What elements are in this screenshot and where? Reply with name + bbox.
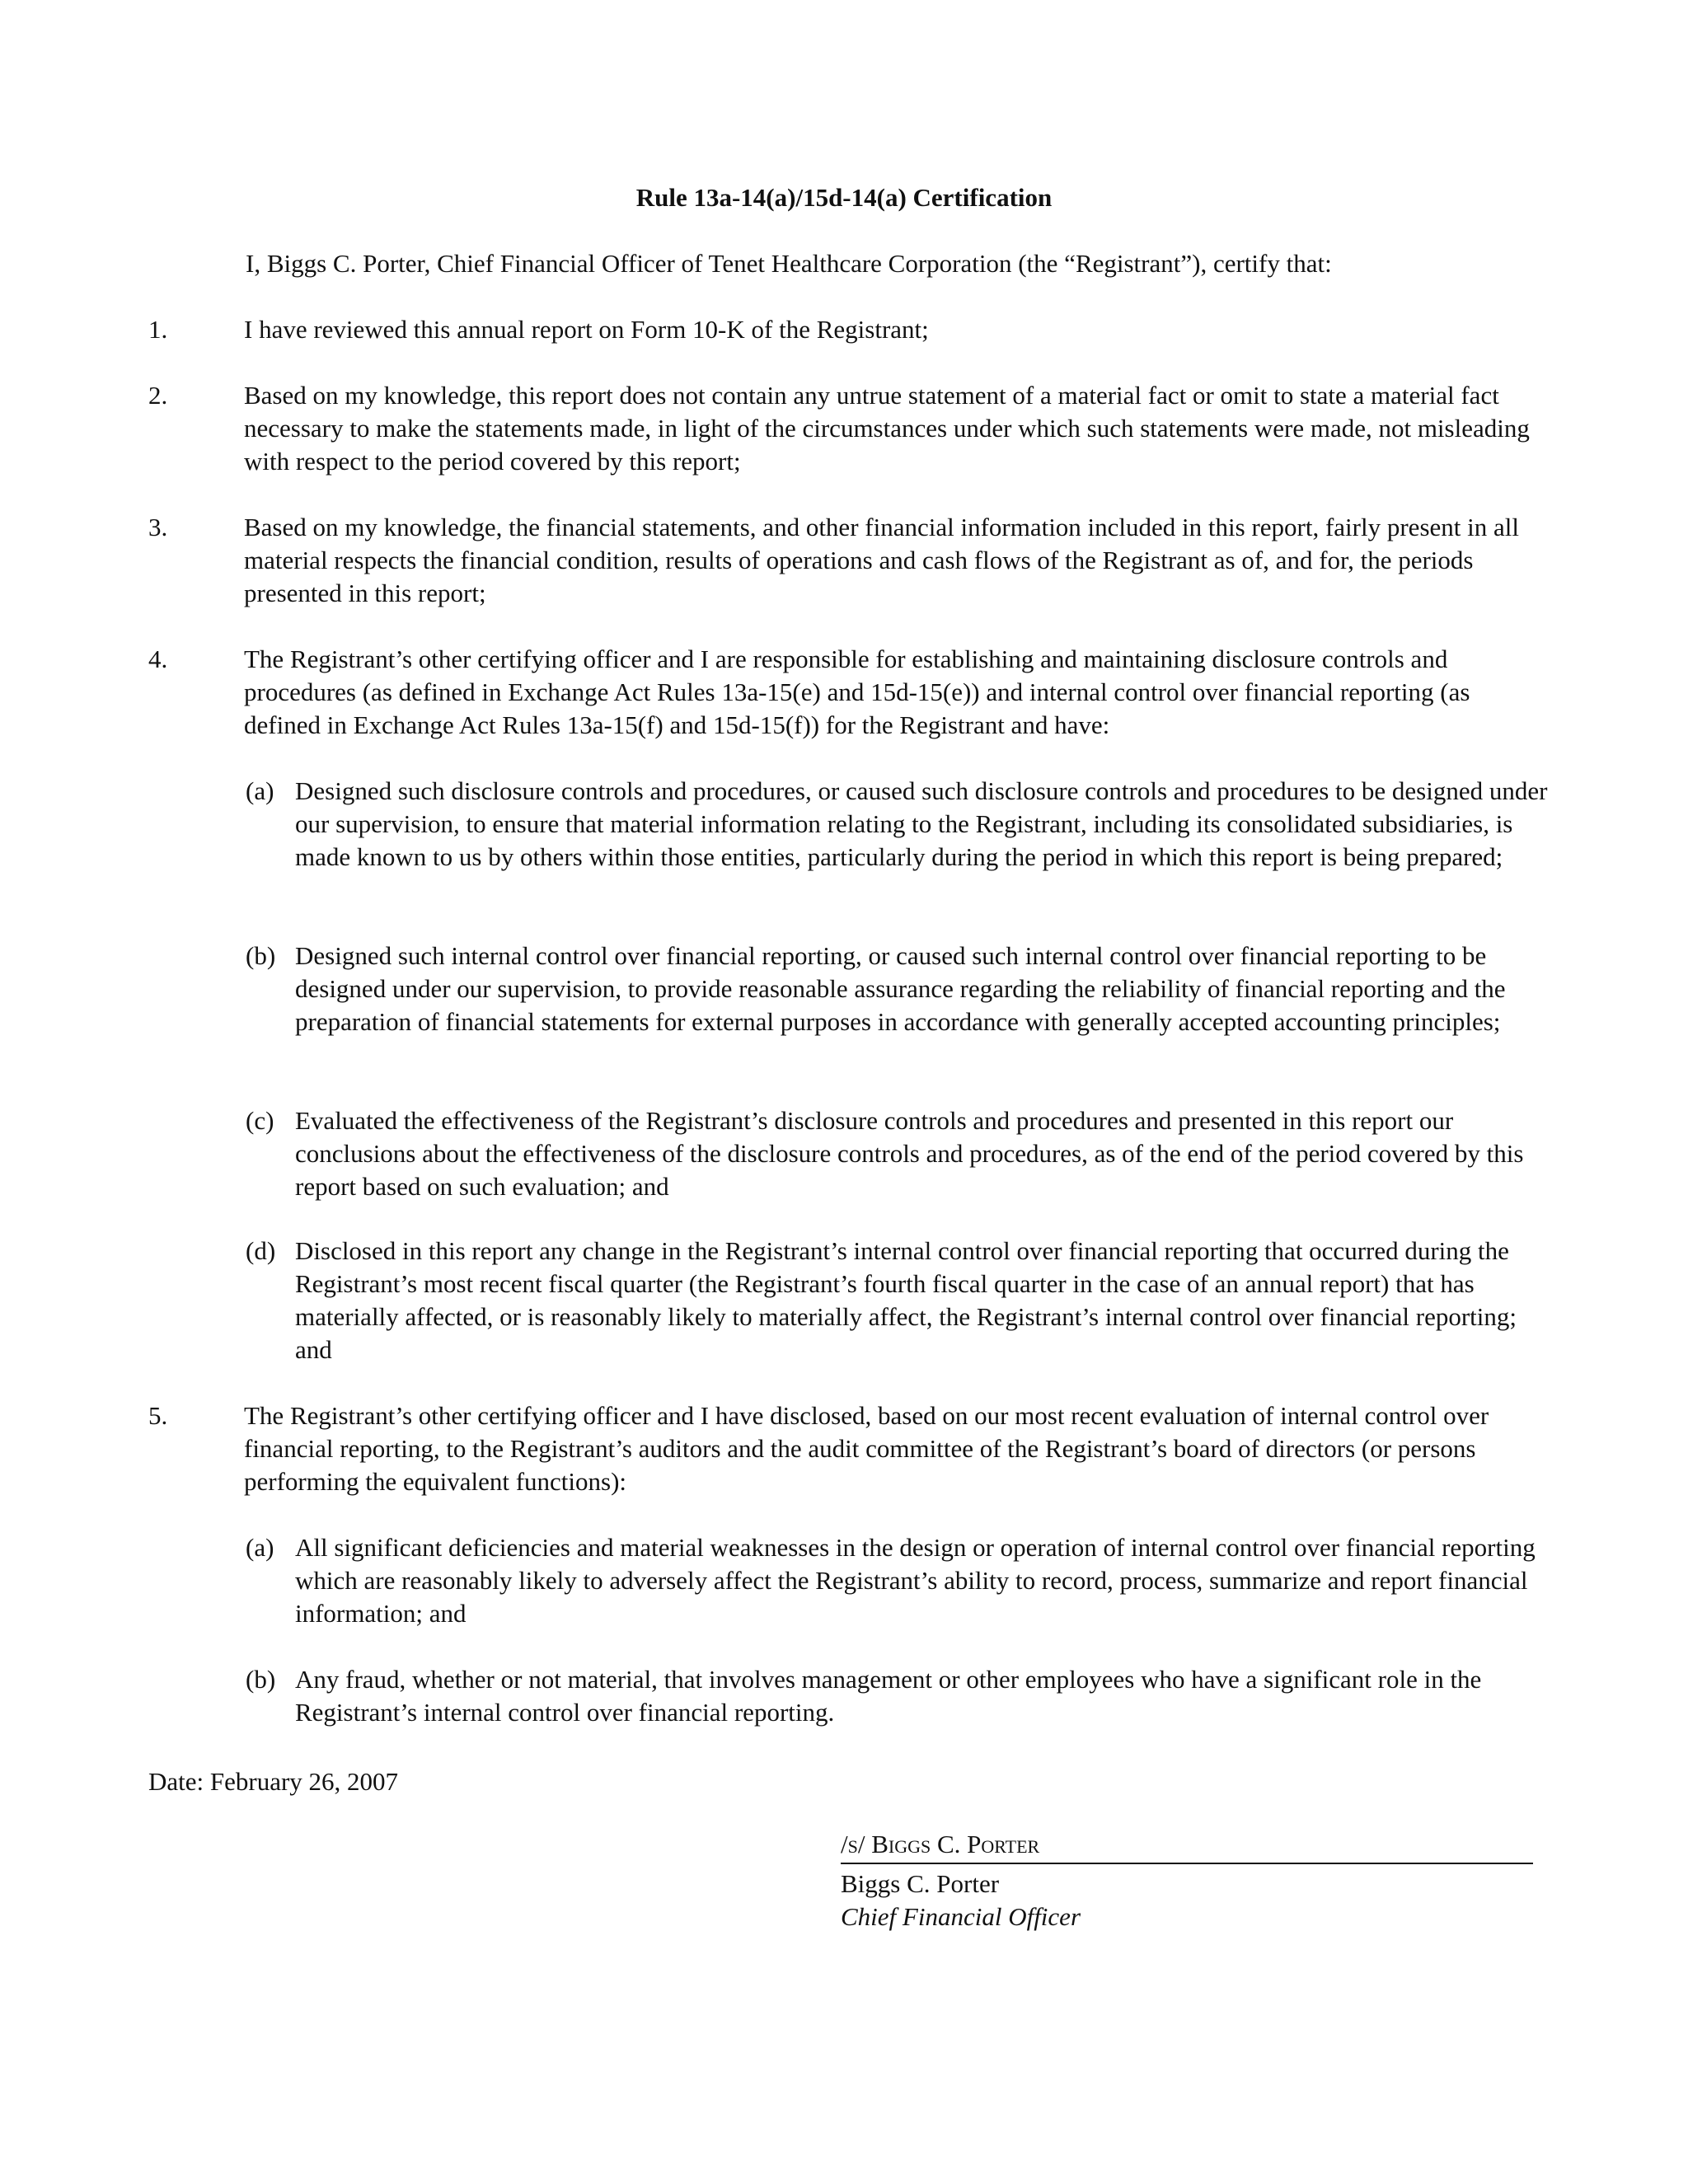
subitem-4c (246, 1104, 1548, 1203)
item-text: Based on my knowledge, the financial statements, and other financial information included in this report, fairly present in all material respects the financial condition, results of operations and cash flows of the Registrant as of, and for, the periods presented in this report; (244, 513, 1519, 607)
subitem-5a (246, 1531, 1548, 1630)
subitem-label: (a) (246, 776, 274, 805)
subitem-label: (d) (246, 1236, 276, 1265)
subitem-label: (a) (246, 1533, 274, 1562)
item-5 (148, 1399, 1550, 1498)
subitem-text: All significant deficiencies and material weaknesses in the design or operation of internal control over financial reporting which are reasonably likely to adversely affect the Registrant’s ability to record, process, summarize and report financial information; and (295, 1533, 1536, 1628)
subitem-5b (246, 1663, 1548, 1729)
signature-line (841, 1828, 1533, 1864)
item-text: The Registrant’s other certifying officer and I have disclosed, based on our most recent evaluation of internal control over financial reporting, to the Registrant’s auditors and the audit committee of the Registrant’s board of directors (or persons performing the equivalent functions): (244, 1401, 1489, 1496)
item-text: I have reviewed this annual report on Form 10-K of the Registrant; (244, 315, 929, 344)
item-number: 1. (148, 315, 168, 344)
conformed-signature: /s/ Biggs C. Porter (841, 1830, 1040, 1858)
signer-name: Biggs C. Porter (841, 1869, 1000, 1898)
subitem-4d (246, 1235, 1548, 1366)
item-number: 5. (148, 1401, 168, 1430)
subitem-text: Evaluated the effectiveness of the Registrant’s disclosure controls and procedures and presented in this report our conclusions about the effectiveness of the disclosure controls and procedures, as of the end of the period covered by this report based on such evaluation; and (295, 1106, 1524, 1201)
subitem-4b (246, 940, 1548, 1038)
item-3 (148, 511, 1550, 610)
intro-paragraph: I, Biggs C. Porter, Chief Financial Officer of Tenet Healthcare Corporation (the “Registrant”), certify that: (246, 249, 1332, 278)
document-title: Rule 13a-14(a)/15d-14(a) Certification (635, 183, 1053, 212)
item-number: 4. (148, 644, 168, 673)
item-2 (148, 379, 1550, 478)
subitem-4a (246, 775, 1548, 874)
item-number: 3. (148, 513, 168, 541)
subitem-text: Designed such internal control over financial reporting, or caused such internal control over financial reporting to be designed under our supervision, to provide reasonable assurance regarding the reliability of financial reporting and the preparation of financial statements for external purposes in accordance with generally accepted accounting principles; (295, 941, 1506, 1036)
item-number: 2. (148, 381, 168, 410)
item-text: The Registrant’s other certifying officer and I are responsible for establishing and maintaining disclosure controls and procedures (as defined in Exchange Act Rules 13a-15(e) and 15d-15(e)) and internal control over financial reporting (as defined in Exchange Act Rules 13a-15(f) and 15d-15(f)) for the Registrant and have: (244, 644, 1470, 739)
item-1 (148, 313, 1550, 346)
signature-block (841, 1828, 1533, 1933)
item-4 (148, 643, 1550, 742)
item-text: Based on my knowledge, this report does not contain any untrue statement of a material fact or omit to state a material fact necessary to make the statements made, in light of the circumstances under which such statements were made, not misleading with respect to the period covered by this report; (244, 381, 1530, 476)
subitem-text: Designed such disclosure controls and procedures, or caused such disclosure controls and procedures to be designed under our supervision, to ensure that material information relating to the Registrant, including its consolidated subsidiaries, is made known to us by others within those entities, particularly during the period in which this report is being prepared; (295, 776, 1548, 871)
signature-date: Date: February 26, 2007 (148, 1767, 399, 1796)
subitem-text: Disclosed in this report any change in the Registrant’s internal control over financial reporting that occurred during the Registrant’s most recent fiscal quarter (the Registrant’s fourth fiscal quarter in the case of an annual report) that has materially affected, or is reasonably likely to materially affect, the Registrant’s internal control over financial reporting; and (295, 1236, 1517, 1364)
subitem-text: Any fraud, whether or not material, that involves management or other employees who have a significant role in the Registrant’s internal control over financial reporting. (295, 1665, 1482, 1727)
subitem-label: (c) (246, 1106, 274, 1135)
signer-title: Chief Financial Officer (841, 1902, 1081, 1931)
subitem-label: (b) (246, 1665, 276, 1694)
subitem-label: (b) (246, 941, 276, 970)
